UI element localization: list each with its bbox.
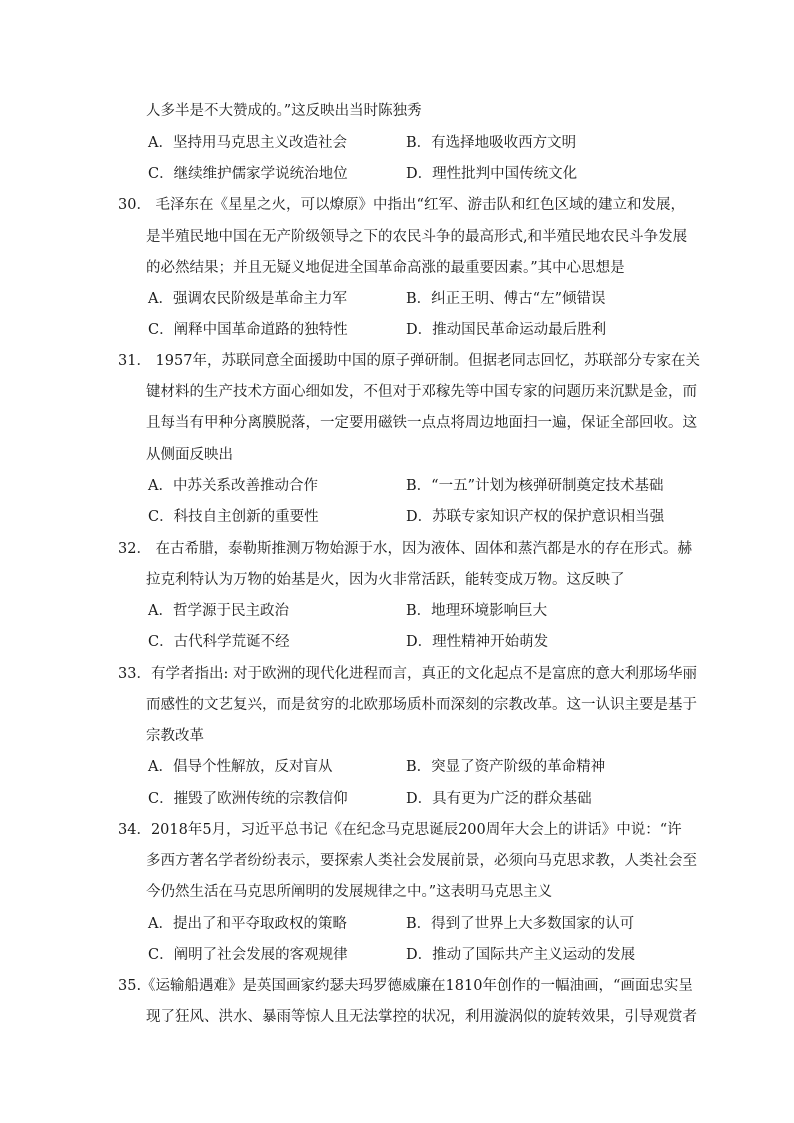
q33-option-b: B．突显了资产阶级的革命精神 [406,759,606,775]
q31-stem-line-4: 从侧面反映出 [146,447,233,463]
q31-option-c: C．科技自主创新的重要性 [148,509,319,525]
q33-stem-line-2: 而感性的文艺复兴，而是贫穷的北欧那场质朴而深刻的宗教改革。这一认识主要是基于 [146,697,697,713]
q34-option-c: C．阐明了社会发展的客观规律 [148,947,348,963]
q31-stem-line-2: 键材料的生产技术方面心细如发，不但对于邓稼先等中国专家的问题历来沉默是金，而 [146,384,697,400]
q35-stem-line-1: 35.《运输船遇难》是英国画家约瑟夫玛罗德威廉在1810年创作的一幅油画，“画面忠实呈 [118,978,693,994]
q31-stem-line-3: 且每当有甲种分离膜脱落，一定要用磁铁一点点将周边地面扫一遍，保证全部回收。这 [146,415,697,431]
q31-option-d: D．苏联专家知识产权的保护意识相当强 [406,509,665,525]
q33-stem-line-1: 33．有学者指出: 对于欧洲的现代化进程而言，真正的文化起点不是富庶的意大利那场华丽 [118,666,697,682]
q30-stem-line-3: 的必然结果；并且无疑义地促进全国革命高涨的最重要因素。”其中心思想是 [146,260,625,276]
q34-stem-line-1: 34．2018年5月，习近平总书记《在纪念马克思诞辰200周年大会上的讲话》中说：“许 [118,822,682,838]
q32-option-a: A．哲学源于民主政治 [148,603,289,619]
q31-option-a: A．中苏关系改善推动合作 [148,478,318,494]
q30-option-b: B．纠正王明、傅古“左”倾错误 [406,291,606,307]
q35-stem-line-2: 现了狂风、洪水、暴雨等惊人且无法掌控的状况，利用漩涡似的旋转效果，引导观赏者 [146,1009,697,1025]
q34-option-d: D．推动了国际共产主义运动的发展 [406,947,636,963]
intro-stem-line: 人多半是不大赞成的。”这反映出当时陈独秀 [146,103,422,119]
q34-stem-line-2: 多西方著名学者纷纷表示，要探索人类社会发展前景，必须向马克思求教，人类社会至 [146,853,697,869]
q33-stem-line-3: 宗教改革 [146,728,204,744]
q30-option-c: C．阐释中国革命道路的独特性 [148,322,348,338]
intro-option-d: D．理性批判中国传统文化 [406,166,578,182]
q30-option-d: D．推动国民革命运动最后胜利 [406,322,607,338]
q34-stem-line-3: 今仍然生活在马克思所阐明的发展规律之中。”这表明马克思主义 [146,884,553,900]
q32-option-c: C．古代科学荒诞不经 [148,634,290,650]
q34-option-b: B．得到了世界上大多数国家的认可 [406,916,635,932]
q30-stem-line-2: 是半殖民地中国在无产阶级领导之下的农民斗争的最高形式,和半殖民地农民斗争发展 [146,229,688,245]
q32-stem-line-2: 拉克利特认为万物的始基是火，因为火非常活跃，能转变成万物。这反映了 [146,572,625,588]
q30-stem-line-1: 30． 毛泽东在《星星之火，可以燎原》中指出“红军、游击队和红色区域的建立和发展， [118,197,685,213]
q33-option-c: C．摧毁了欧洲传统的宗教信仰 [148,791,348,807]
q32-option-d: D．理性精神开始萌发 [406,634,549,650]
intro-option-c: C．继续维护儒家学说统治地位 [148,166,348,182]
intro-option-b: B．有选择地吸收西方文明 [406,135,577,151]
q33-option-d: D．具有更为广泛的群众基础 [406,791,592,807]
q30-option-a: A．强调农民阶级是革命主力军 [148,291,347,307]
q31-stem-line-1: 31． 1957年，苏联同意全面援助中国的原子弹研制。但据老同志回忆，苏联部分专家在关 [118,353,700,369]
q33-option-a: A．倡导个性解放，反对盲从 [148,759,333,775]
q31-option-b: B．“一五”计划为核弹研制奠定技术基础 [406,478,664,494]
q32-stem-line-1: 32． 在古希腊，泰勒斯推测万物始源于水，因为液体、固体和蒸汽都是水的存在形式。赫 [118,541,693,557]
q34-option-a: A．提出了和平夺取政权的策略 [148,916,347,932]
q32-option-b: B．地理环境影响巨大 [406,603,548,619]
intro-option-a: A．坚持用马克思主义改造社会 [148,135,347,151]
